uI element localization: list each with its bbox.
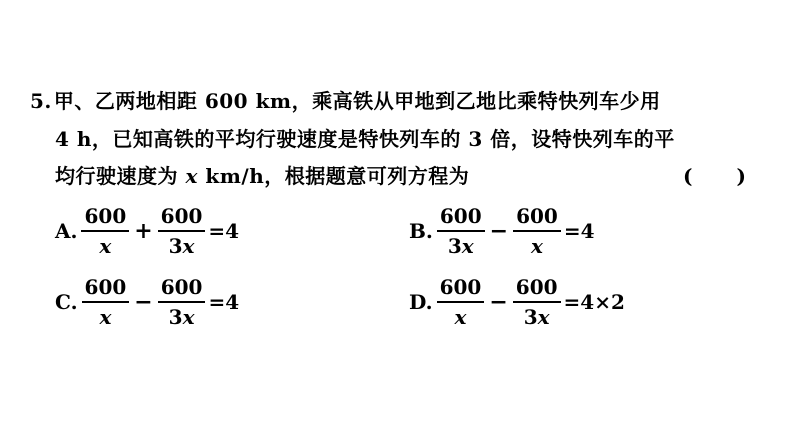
fraction-numerator: 600 [437,275,485,303]
option-d-rhs: =4×2 [563,290,625,314]
option-c-letter: C. [55,290,78,314]
option-b[interactable] [409,201,595,261]
denominator-variable: x [537,305,550,329]
question-line-3 [55,163,469,189]
denominator-coefficient: 3 [168,234,183,258]
option-b-rhs: =4 [563,219,595,243]
option-c[interactable] [55,272,239,332]
question-number: 5. [30,89,52,113]
fraction-denominator [169,303,195,329]
option-a[interactable] [55,201,239,261]
denominator-coefficient: 3 [447,234,462,258]
fraction-denominator [169,232,195,258]
option-c-fraction-2 [158,275,206,329]
fraction-numerator: 600 [158,275,206,303]
question-text-line-1: 甲、乙两地相距 600 km，乘高铁从甲地到乙地比乘特快列车少用 [53,89,661,113]
denominator-variable: x [530,234,543,258]
option-c-rhs: =4 [208,290,240,314]
question-variable: x [185,164,198,188]
option-b-operator: − [489,218,509,244]
question-line-2 [55,126,675,152]
option-d-fraction-2 [513,275,561,329]
answer-bracket-close: ) [736,164,746,188]
denominator-coefficient: 3 [523,305,538,329]
fraction-numerator: 600 [513,275,561,303]
denominator-variable: x [182,234,195,258]
option-a-fraction-1 [81,204,129,258]
option-a-letter: A. [55,219,78,243]
denominator-variable: x [182,305,195,329]
denominator-variable: x [99,234,112,258]
fraction-denominator [99,232,111,258]
option-d-fraction-1 [437,275,485,329]
fraction-denominator [524,303,550,329]
option-d-letter: D. [409,290,433,314]
answer-bracket[interactable] [683,163,746,189]
fraction-denominator [531,232,543,258]
option-b-fraction-2 [513,204,561,258]
fraction-numerator: 600 [82,275,130,303]
option-c-fraction-1 [82,275,130,329]
question-line-1 [30,88,661,114]
option-d[interactable] [409,272,625,332]
denominator-coefficient: 3 [168,305,183,329]
fraction-denominator [448,232,474,258]
option-d-operator: − [489,289,508,315]
fraction-numerator: 600 [513,204,561,232]
fraction-numerator: 600 [158,204,206,232]
answer-bracket-open: ( [683,164,693,188]
question-text-line-3b: km/h，根据题意可列方程为 [197,164,470,188]
option-a-operator: + [134,218,153,244]
option-b-letter: B. [409,219,433,243]
option-a-rhs: =4 [208,219,240,243]
denominator-variable: x [461,234,474,258]
fraction-denominator [455,303,467,329]
option-b-fraction-1 [437,204,485,258]
option-a-fraction-2 [158,204,206,258]
fraction-numerator: 600 [81,204,129,232]
question-text-line-2: 4 h，已知高铁的平均行驶速度是特快列车的 3 倍，设特快列车的平 [55,127,675,151]
denominator-variable: x [454,305,467,329]
fraction-denominator [99,303,111,329]
question-text-line-3a: 均行驶速度为 [55,164,186,188]
fraction-numerator: 600 [437,204,485,232]
option-c-operator: − [134,289,153,315]
denominator-variable: x [99,305,112,329]
